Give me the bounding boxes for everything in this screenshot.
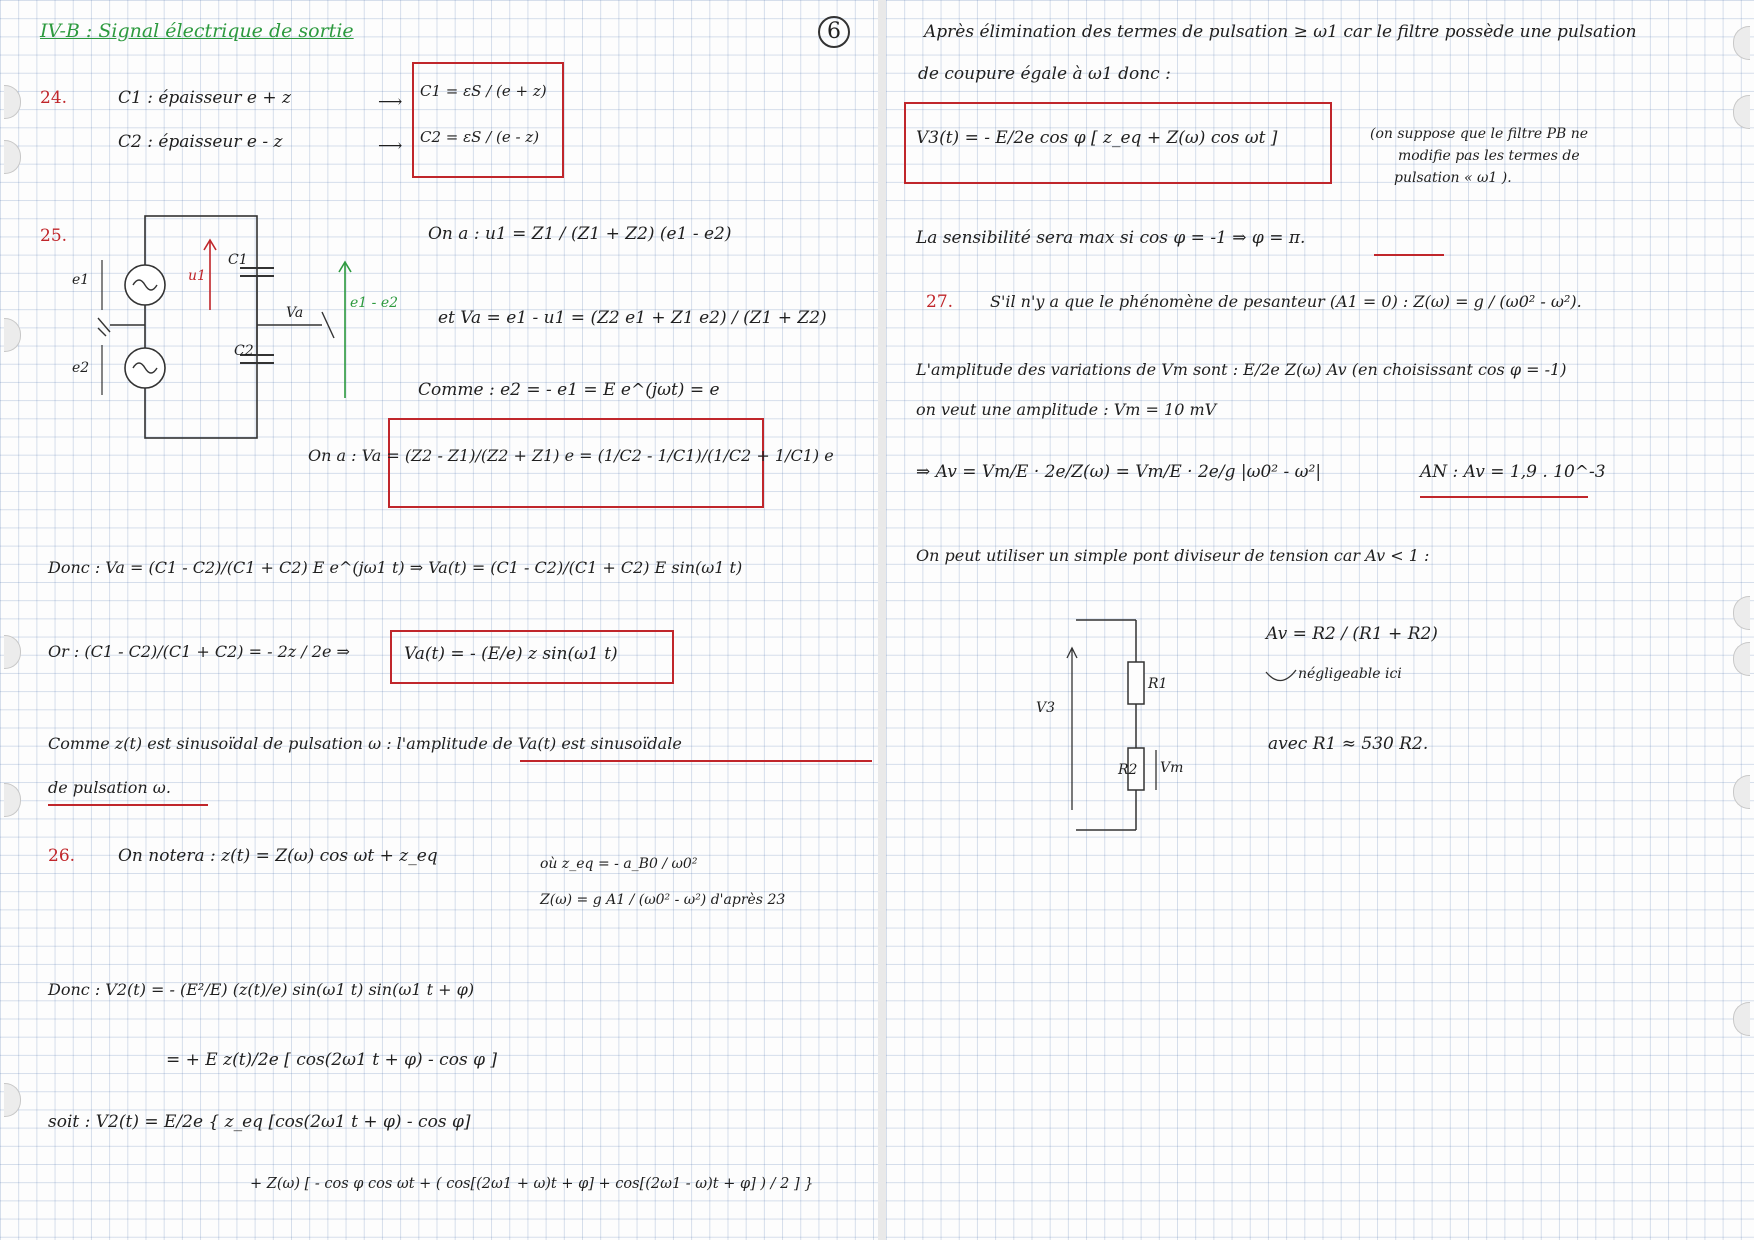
filter-note: modifie pas les termes de	[1398, 148, 1580, 164]
red-underline	[520, 760, 872, 762]
formula: C2 = εS / (e - z)	[420, 128, 540, 146]
q25-boxed-result: Va(t) = - (E/e) z sin(ω1 t)	[404, 644, 618, 664]
q26-where: où z_eq = - a_B0 / ω0²	[540, 856, 698, 872]
v3-formula: V3(t) = - E/2e cos φ [ z_eq + Z(ω) cos ωt ]	[916, 128, 1278, 148]
q24-line: C1 : épaisseur e + z	[118, 88, 291, 108]
resistor-relation: avec R1 ≈ 530 R2.	[1268, 734, 1429, 754]
section-heading: IV-B : Signal électrique de sortie	[40, 20, 354, 42]
q25-line: et Va = e1 - u1 = (Z2 e1 + Z1 e2) / (Z1 + Z2)	[438, 308, 827, 328]
divider-ratio: Av = R2 / (R1 + R2)	[1266, 624, 1438, 644]
q25-comment: Comme z(t) est sinusoïdal de pulsation ω : l'amplitude de Va(t) est sinusoïdale	[48, 734, 682, 753]
label-r1: R1	[1148, 676, 1168, 692]
right-notebook-page	[886, 0, 1754, 1240]
question-number: 27.	[926, 292, 954, 312]
q26-line: Donc : V2(t) = - (E²/E) (z(t)/e) sin(ω1 t) sin(ω1 t + φ)	[48, 980, 475, 999]
sensibility-line: La sensibilité sera max si cos φ = -1 ⇒ φ = π.	[916, 228, 1306, 248]
label-vm: Vm	[1160, 760, 1184, 776]
q27-line: S'il n'y a que le phénomène de pesanteur (A1 = 0) : Z(ω) = g / (ω0² - ω²).	[990, 292, 1582, 311]
filter-note: pulsation « ω1 ).	[1394, 170, 1512, 186]
label-e1-minus-e2: e1 - e2	[350, 295, 399, 311]
arrow: ⟶	[378, 92, 403, 112]
label-e1: e1	[72, 272, 90, 288]
q26-line: + Z(ω) [ - cos φ cos ωt + ( cos[(2ω1 + ω)t + φ] + cos[(2ω1 - ω)t + φ] ) / 2 ] }	[250, 1176, 814, 1192]
label-r2: R2	[1118, 762, 1138, 778]
question-number: 25.	[40, 226, 68, 246]
q27-line: ⇒ Av = Vm/E · 2e/Z(ω) = Vm/E · 2e/g |ω0² - ω²|	[916, 462, 1322, 482]
q25-line: Comme : e2 = - e1 = E e^(jωt) = e	[418, 380, 720, 400]
intro-line: de coupure égale à ω1 donc :	[918, 64, 1171, 84]
q26-where: Z(ω) = g A1 / (ω0² - ω²) d'après 23	[540, 892, 786, 908]
label-c1: C1	[228, 252, 248, 268]
label-v3: V3	[1036, 700, 1056, 716]
question-number: 26.	[48, 846, 76, 866]
q27-line: On peut utiliser un simple pont diviseur de tension car Av < 1 :	[916, 546, 1430, 565]
q25-line: Donc : Va = (C1 - C2)/(C1 + C2) E e^(jω1 t) ⇒ Va(t) = (C1 - C2)/(C1 + C2) E sin(ω1 t)	[48, 558, 743, 577]
label-c2: C2	[234, 343, 254, 359]
filter-note: (on suppose que le filtre PB ne	[1370, 126, 1589, 142]
negligible-note: négligeable ici	[1298, 666, 1402, 682]
voltage-divider-diagram	[886, 0, 1754, 1240]
q26-line: soit : V2(t) = E/2e { z_eq [cos(2ω1 t + φ) - cos φ]	[48, 1112, 471, 1132]
q26-line: On notera : z(t) = Z(ω) cos ωt + z_eq	[118, 846, 438, 866]
formula: C1 = εS / (e + z)	[420, 82, 547, 100]
q25-comment: de pulsation ω.	[48, 778, 171, 797]
red-underline	[48, 804, 208, 806]
q25-boxed-result: On a : Va = (Z2 - Z1)/(Z2 + Z1) e = (1/C2 - 1/C1)/(1/C2 + 1/C1) e	[308, 446, 834, 465]
q25-line: Or : (C1 - C2)/(C1 + C2) = - 2z / 2e ⇒	[48, 642, 350, 661]
intro-line: Après élimination des termes de pulsation ≥ ω1 car le filtre possède une pulsation	[924, 22, 1637, 42]
q27-numeric-result: AN : Av = 1,9 . 10^-3	[1420, 462, 1606, 482]
label-u1: u1	[188, 268, 206, 284]
q25-line: On a : u1 = Z1 / (Z1 + Z2) (e1 - e2)	[428, 224, 732, 244]
q26-line: = + E z(t)/2e [ cos(2ω1 t + φ) - cos φ ]	[166, 1050, 498, 1070]
q27-line: on veut une amplitude : Vm = 10 mV	[916, 400, 1217, 419]
label-va: Va	[286, 305, 304, 321]
arrow: ⟶	[378, 136, 403, 156]
q27-line: L'amplitude des variations de Vm sont : E/2e Z(ω) Av (en choisissant cos φ = -1)	[916, 360, 1567, 379]
page-number: 6	[818, 16, 850, 48]
label-e2: e2	[72, 360, 90, 376]
q24-line: C2 : épaisseur e - z	[118, 132, 283, 152]
question-number: 24.	[40, 88, 68, 108]
